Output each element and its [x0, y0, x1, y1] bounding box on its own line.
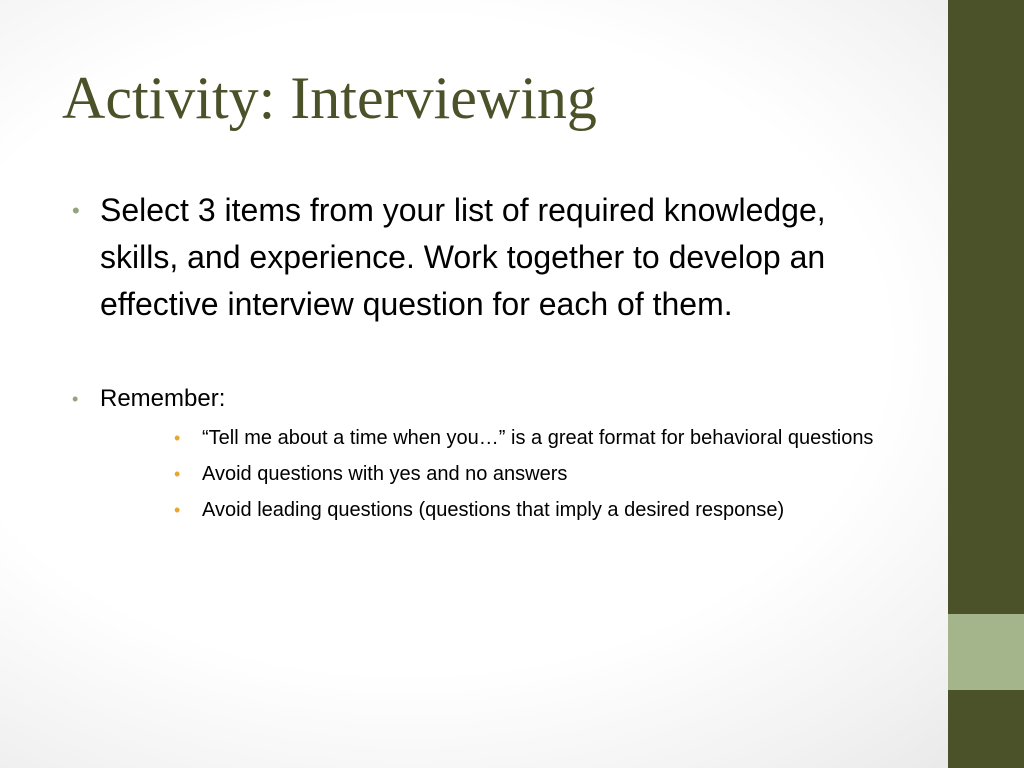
sub-list-item	[174, 459, 902, 489]
bullet-text: Select 3 items from your list of required knowledge, skills, and experience. Work together to develop an effective interview question for each of them.	[100, 192, 826, 322]
side-accent-block	[948, 614, 1024, 690]
sub-list-item	[174, 495, 902, 525]
sub-bullet-icon: •	[174, 428, 181, 448]
sub-list-item	[174, 423, 902, 453]
sub-bullet-icon: •	[174, 500, 181, 520]
sub-bullet-text: Avoid questions with yes and no answers	[202, 463, 568, 485]
sub-list	[100, 423, 912, 525]
bullet-icon: •	[72, 389, 79, 409]
list-item	[72, 383, 912, 525]
content-list	[72, 187, 912, 531]
sub-bullet-text: Avoid leading questions (questions that imply a desired response)	[202, 499, 785, 521]
sub-bullet-icon: •	[174, 464, 181, 484]
sub-bullet-text: “Tell me about a time when you…” is a great format for behavioral questions	[202, 427, 874, 449]
bullet-icon: •	[72, 198, 80, 223]
bullet-text: Remember:	[100, 385, 226, 412]
slide-title: Activity: Interviewing	[62, 65, 597, 131]
list-item	[72, 187, 912, 328]
